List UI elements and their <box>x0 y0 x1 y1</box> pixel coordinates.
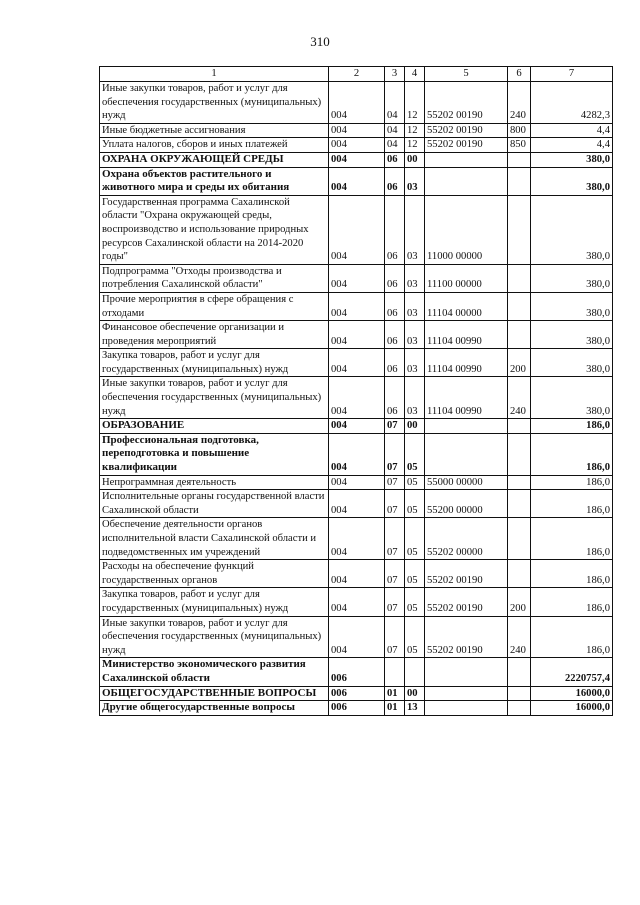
row-subsection-cell: 05 <box>405 588 425 616</box>
row-type-cell <box>508 167 531 195</box>
table-row <box>100 518 613 560</box>
table-row <box>100 475 613 490</box>
row-section-cell: 07 <box>385 616 405 658</box>
row-subsection-cell: 13 <box>405 701 425 716</box>
row-type-cell <box>508 292 531 320</box>
table-row <box>100 138 613 153</box>
row-code-cell: 004 <box>329 433 385 475</box>
row-amount-cell: 186,0 <box>531 419 613 434</box>
row-code-cell: 004 <box>329 138 385 153</box>
table-row <box>100 321 613 349</box>
row-name-cell: ОБРАЗОВАНИЕ <box>100 419 329 434</box>
row-target-cell: 55202 00190 <box>425 138 508 153</box>
row-section-cell: 07 <box>385 475 405 490</box>
row-amount-cell: 4,4 <box>531 123 613 138</box>
row-subsection-cell: 05 <box>405 616 425 658</box>
row-section-cell: 06 <box>385 377 405 419</box>
table-row <box>100 82 613 124</box>
row-section-cell: 07 <box>385 419 405 434</box>
row-type-cell <box>508 560 531 588</box>
row-type-cell <box>508 321 531 349</box>
row-subsection-cell: 12 <box>405 138 425 153</box>
row-subsection-cell: 03 <box>405 195 425 264</box>
row-section-cell: 07 <box>385 560 405 588</box>
row-target-cell: 55202 00190 <box>425 588 508 616</box>
row-amount-cell: 380,0 <box>531 292 613 320</box>
row-code-cell: 006 <box>329 686 385 701</box>
row-name-cell: Подпрограмма "Отходы производства и потребления Сахалинской области" <box>100 264 329 292</box>
row-target-cell: 11100 00000 <box>425 264 508 292</box>
row-code-cell: 004 <box>329 475 385 490</box>
row-target-cell: 55202 00000 <box>425 518 508 560</box>
row-amount-cell: 380,0 <box>531 377 613 419</box>
table-row <box>100 490 613 518</box>
row-amount-cell: 380,0 <box>531 321 613 349</box>
table-row <box>100 152 613 167</box>
row-type-cell <box>508 490 531 518</box>
row-name-cell: Закупка товаров, работ и услуг для государственных (муниципальных) нужд <box>100 588 329 616</box>
row-target-cell <box>425 419 508 434</box>
header-cell: 1 <box>100 67 329 82</box>
row-type-cell <box>508 433 531 475</box>
row-name-cell: Расходы на обеспечение функций государственных органов <box>100 560 329 588</box>
row-name-cell: Другие общегосударственные вопросы <box>100 701 329 716</box>
row-name-cell: ОБЩЕГОСУДАРСТВЕННЫЕ ВОПРОСЫ <box>100 686 329 701</box>
row-code-cell: 004 <box>329 377 385 419</box>
row-type-cell: 850 <box>508 138 531 153</box>
header-cell: 6 <box>508 67 531 82</box>
row-amount-cell: 186,0 <box>531 433 613 475</box>
row-section-cell: 06 <box>385 167 405 195</box>
row-target-cell: 55200 00000 <box>425 490 508 518</box>
row-name-cell: Иные закупки товаров, работ и услуг для обеспечения государственных (муниципальных) нужд <box>100 82 329 124</box>
row-name-cell: Иные закупки товаров, работ и услуг для обеспечения государственных (муниципальных) нужд <box>100 377 329 419</box>
row-type-cell: 800 <box>508 123 531 138</box>
row-target-cell <box>425 701 508 716</box>
row-code-cell: 006 <box>329 658 385 686</box>
row-amount-cell: 2220757,4 <box>531 658 613 686</box>
row-subsection-cell: 05 <box>405 560 425 588</box>
row-type-cell <box>508 658 531 686</box>
row-section-cell: 06 <box>385 195 405 264</box>
row-amount-cell: 380,0 <box>531 349 613 377</box>
row-subsection-cell: 05 <box>405 518 425 560</box>
row-type-cell: 240 <box>508 82 531 124</box>
table-row <box>100 377 613 419</box>
table-row <box>100 419 613 434</box>
row-section-cell: 06 <box>385 349 405 377</box>
header-cell: 4 <box>405 67 425 82</box>
row-type-cell <box>508 686 531 701</box>
row-section-cell: 04 <box>385 138 405 153</box>
row-type-cell: 200 <box>508 588 531 616</box>
row-code-cell: 006 <box>329 701 385 716</box>
row-subsection-cell: 03 <box>405 377 425 419</box>
row-subsection-cell: 12 <box>405 123 425 138</box>
row-subsection-cell: 05 <box>405 433 425 475</box>
row-code-cell: 004 <box>329 490 385 518</box>
table-row <box>100 264 613 292</box>
row-type-cell <box>508 195 531 264</box>
row-target-cell <box>425 167 508 195</box>
table-row <box>100 433 613 475</box>
budget-table <box>99 66 613 716</box>
header-cell: 3 <box>385 67 405 82</box>
row-subsection-cell: 12 <box>405 82 425 124</box>
row-name-cell: Обеспечение деятельности органов исполнительной власти Сахалинской области и подведомственных им учреждений <box>100 518 329 560</box>
row-subsection-cell: 00 <box>405 152 425 167</box>
table-row <box>100 616 613 658</box>
row-section-cell: 07 <box>385 588 405 616</box>
row-amount-cell: 380,0 <box>531 195 613 264</box>
header-cell: 5 <box>425 67 508 82</box>
row-type-cell: 200 <box>508 349 531 377</box>
row-section-cell: 04 <box>385 82 405 124</box>
row-amount-cell: 16000,0 <box>531 701 613 716</box>
row-section-cell: 04 <box>385 123 405 138</box>
row-name-cell: Исполнительные органы государственной власти Сахалинской области <box>100 490 329 518</box>
row-amount-cell: 186,0 <box>531 616 613 658</box>
row-name-cell: Закупка товаров, работ и услуг для государственных (муниципальных) нужд <box>100 349 329 377</box>
row-target-cell <box>425 152 508 167</box>
table-row <box>100 658 613 686</box>
row-section-cell: 06 <box>385 292 405 320</box>
row-amount-cell: 380,0 <box>531 167 613 195</box>
row-name-cell: Уплата налогов, сборов и иных платежей <box>100 138 329 153</box>
row-target-cell: 11104 00990 <box>425 377 508 419</box>
row-amount-cell: 4282,3 <box>531 82 613 124</box>
row-target-cell: 11104 00990 <box>425 321 508 349</box>
row-target-cell: 55202 00190 <box>425 560 508 588</box>
row-section-cell: 07 <box>385 433 405 475</box>
row-amount-cell: 186,0 <box>531 475 613 490</box>
row-target-cell: 11104 00000 <box>425 292 508 320</box>
row-subsection-cell: 03 <box>405 349 425 377</box>
row-amount-cell: 186,0 <box>531 560 613 588</box>
row-type-cell <box>508 264 531 292</box>
row-subsection-cell: 05 <box>405 490 425 518</box>
row-subsection-cell: 03 <box>405 167 425 195</box>
row-amount-cell: 380,0 <box>531 264 613 292</box>
row-name-cell: Профессиональная подготовка, переподготовка и повышение квалификации <box>100 433 329 475</box>
row-amount-cell: 186,0 <box>531 588 613 616</box>
table-row <box>100 292 613 320</box>
row-section-cell: 06 <box>385 264 405 292</box>
row-name-cell: Государственная программа Сахалинской области "Охрана окружающей среды, воспроизводство и использование природных ресурсов Сахалинской области на 2014-2020 годы" <box>100 195 329 264</box>
row-code-cell: 004 <box>329 419 385 434</box>
row-subsection-cell: 03 <box>405 264 425 292</box>
row-type-cell: 240 <box>508 377 531 419</box>
table-row <box>100 560 613 588</box>
table-row <box>100 588 613 616</box>
row-section-cell: 06 <box>385 321 405 349</box>
row-code-cell: 004 <box>329 349 385 377</box>
row-section-cell: 07 <box>385 518 405 560</box>
row-type-cell <box>508 518 531 560</box>
row-code-cell: 004 <box>329 82 385 124</box>
header-cell: 2 <box>329 67 385 82</box>
row-code-cell: 004 <box>329 560 385 588</box>
row-target-cell: 55202 00190 <box>425 616 508 658</box>
row-type-cell <box>508 419 531 434</box>
row-name-cell: Иные закупки товаров, работ и услуг для обеспечения государственных (муниципальных) нужд <box>100 616 329 658</box>
row-code-cell: 004 <box>329 152 385 167</box>
row-code-cell: 004 <box>329 321 385 349</box>
page-number: 310 <box>310 34 330 49</box>
row-type-cell <box>508 701 531 716</box>
row-code-cell: 004 <box>329 195 385 264</box>
row-name-cell: Охрана объектов растительного и животного мира и среды их обитания <box>100 167 329 195</box>
row-type-cell: 240 <box>508 616 531 658</box>
row-target-cell: 55000 00000 <box>425 475 508 490</box>
row-amount-cell: 380,0 <box>531 152 613 167</box>
row-name-cell: Иные бюджетные ассигнования <box>100 123 329 138</box>
row-code-cell: 004 <box>329 616 385 658</box>
row-code-cell: 004 <box>329 518 385 560</box>
row-subsection-cell: 05 <box>405 475 425 490</box>
row-code-cell: 004 <box>329 292 385 320</box>
row-target-cell: 11000 00000 <box>425 195 508 264</box>
row-target-cell <box>425 686 508 701</box>
row-subsection-cell: 00 <box>405 419 425 434</box>
row-section-cell: 01 <box>385 701 405 716</box>
row-target-cell: 55202 00190 <box>425 82 508 124</box>
header-cell: 7 <box>531 67 613 82</box>
row-subsection-cell: 03 <box>405 321 425 349</box>
row-amount-cell: 4,4 <box>531 138 613 153</box>
row-section-cell: 01 <box>385 686 405 701</box>
row-subsection-cell <box>405 658 425 686</box>
row-section-cell: 06 <box>385 152 405 167</box>
row-name-cell: Министерство экономического развития Сахалинской области <box>100 658 329 686</box>
row-type-cell <box>508 475 531 490</box>
row-code-cell: 004 <box>329 588 385 616</box>
table-row <box>100 686 613 701</box>
row-target-cell: 11104 00990 <box>425 349 508 377</box>
row-subsection-cell: 03 <box>405 292 425 320</box>
table-row <box>100 701 613 716</box>
row-name-cell: Финансовое обеспечение организации и проведения мероприятий <box>100 321 329 349</box>
row-amount-cell: 186,0 <box>531 518 613 560</box>
row-amount-cell: 186,0 <box>531 490 613 518</box>
row-type-cell <box>508 152 531 167</box>
row-amount-cell: 16000,0 <box>531 686 613 701</box>
row-code-cell: 004 <box>329 167 385 195</box>
table-row <box>100 349 613 377</box>
row-name-cell: Прочие мероприятия в сфере обращения с отходами <box>100 292 329 320</box>
row-target-cell: 55202 00190 <box>425 123 508 138</box>
row-name-cell: ОХРАНА ОКРУЖАЮЩЕЙ СРЕДЫ <box>100 152 329 167</box>
row-section-cell: 07 <box>385 490 405 518</box>
row-target-cell <box>425 433 508 475</box>
row-section-cell <box>385 658 405 686</box>
table-row <box>100 123 613 138</box>
row-target-cell <box>425 658 508 686</box>
table-row <box>100 195 613 264</box>
row-code-cell: 004 <box>329 264 385 292</box>
row-subsection-cell: 00 <box>405 686 425 701</box>
row-code-cell: 004 <box>329 123 385 138</box>
row-name-cell: Непрограммная деятельность <box>100 475 329 490</box>
header-row <box>100 67 613 82</box>
table-row <box>100 167 613 195</box>
